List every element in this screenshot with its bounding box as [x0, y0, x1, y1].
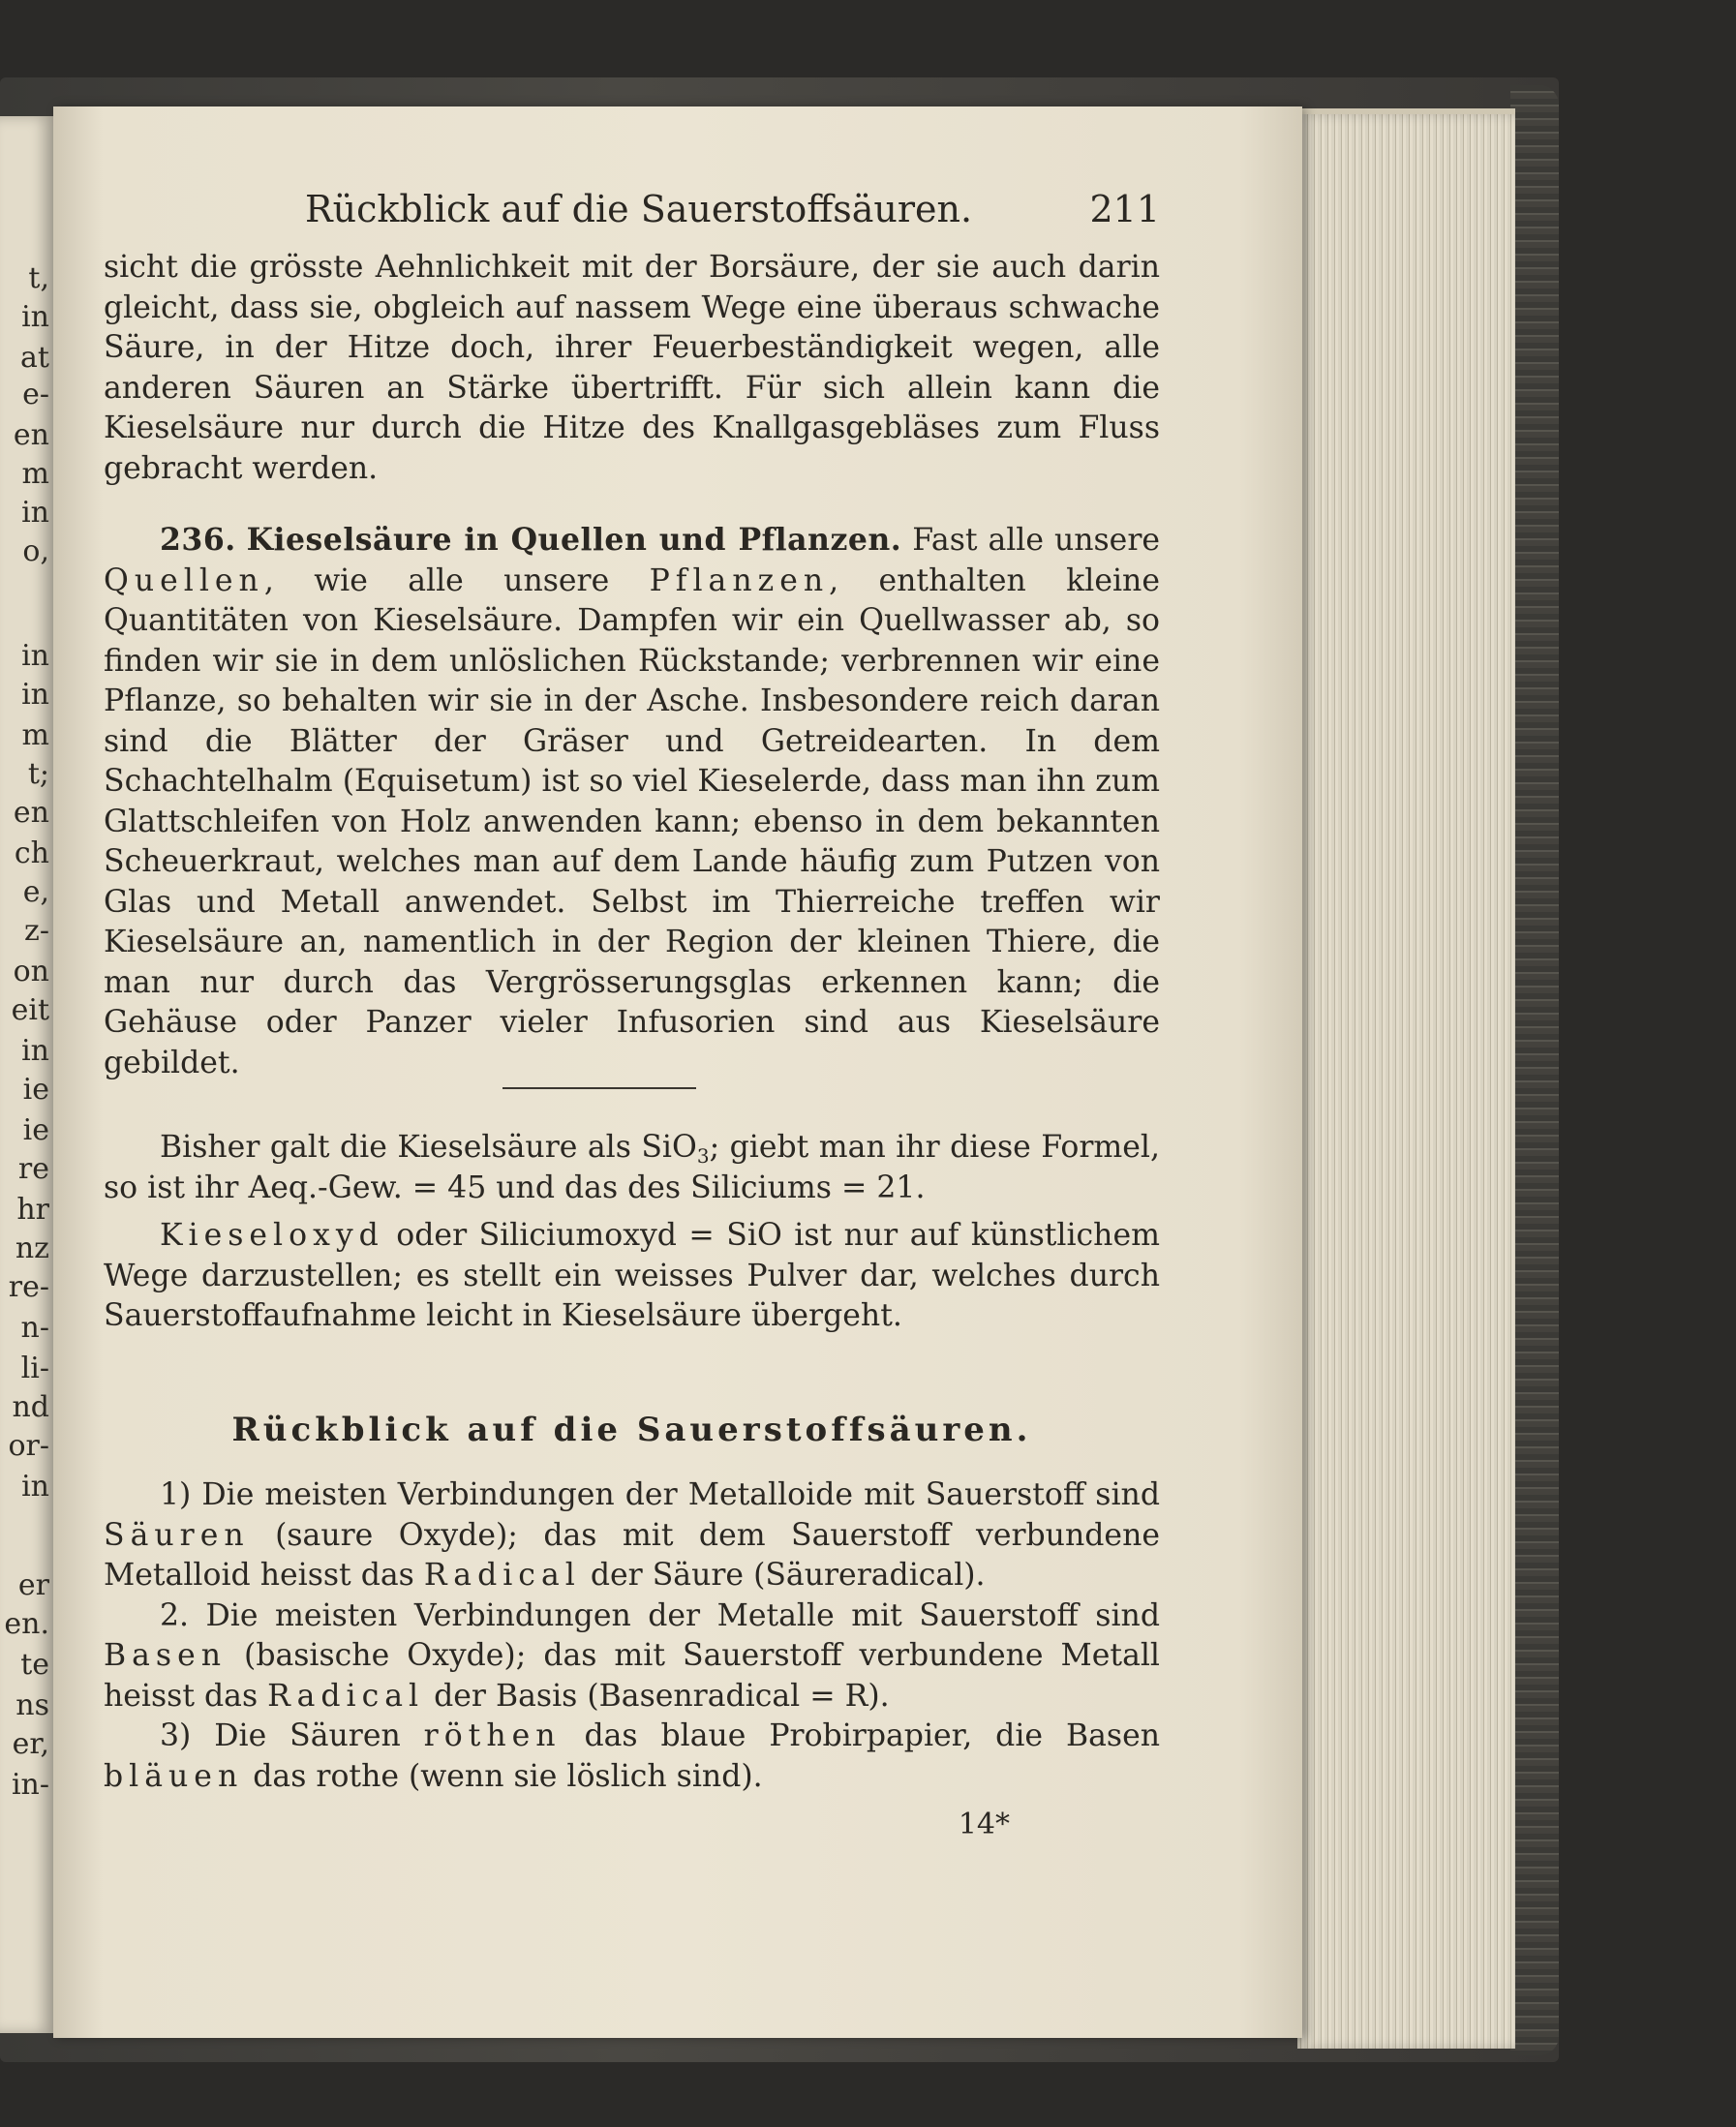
previous-page-margin	[0, 116, 53, 2033]
section-title: Kieselsäure in Quellen und Pflanzen.	[246, 522, 902, 558]
previous-page-fragment: in	[21, 1034, 49, 1068]
emphasis-text: Quellen	[104, 562, 264, 598]
section-text: Fast alle unsere	[912, 523, 1161, 558]
previous-page-fragment: ns	[15, 1688, 49, 1722]
book-page	[53, 106, 1302, 2038]
emphasis-text: Säuren	[104, 1517, 250, 1553]
paragraph-formula	[104, 1128, 1160, 1208]
summary-text: der Basis (Basenradical = R).	[434, 1678, 890, 1714]
summary-item-2	[104, 1596, 1160, 1717]
subscript: 3	[696, 1144, 710, 1168]
book-spine-edge	[1510, 85, 1559, 2055]
summary-item-1	[104, 1475, 1160, 1596]
emphasis-text: röthen	[423, 1718, 562, 1753]
previous-page-fragment: re	[17, 1152, 49, 1186]
summary-text: 2. Die meisten Verbindungen der Metalle mit Sauerstoff sind	[160, 1597, 1160, 1633]
running-header	[305, 188, 1160, 230]
previous-page-fragment: or-	[8, 1429, 49, 1463]
paragraph-continuation: sicht die grösste Aehnlichkeit mit der Borsäure, der sie auch darin gleicht, dass sie, obgleich auf nassem Wege eine überaus schwache Säure, in der Hitze doch, ihrer Feuerbeständigkeit wegen, alle anderen Säuren an Stärke übertrifft. Für sich allein kann die Kieselsäure nur durch die Hitze des Knallgasgebläses zum Fluss gebracht werden.	[104, 250, 1160, 486]
previous-page-fragment: n-	[20, 1311, 49, 1345]
previous-page-fragment: nd	[12, 1390, 49, 1424]
section-236	[104, 520, 1160, 1083]
running-title: Rückblick auf die Sauerstoffsäuren.	[305, 188, 973, 230]
previous-page-fragment: hr	[16, 1193, 49, 1227]
previous-page-fragment: on	[13, 955, 49, 988]
page-number: 211	[1089, 188, 1160, 230]
previous-page-fragment: te	[20, 1648, 49, 1682]
previous-page-fragment: nz	[15, 1231, 49, 1265]
section-text: , enthalten kleine Quantitäten von Kieselsäure. Dampfen wir ein Quellwasser ab, so finden wir sie in dem unlöslichen Rückstande; verbrennen wir eine Pflanze, so behalten wir sie in der Asche. Insbesondere reich daran sind die Blätter der Gräser und Getreidearten. In dem Schachtelhalm (Equisetum) ist so viel Kieselerde, dass man ihn zum Glattschleifen von Holz anwenden kann; ebenso in dem bekannten Scheuerkraut, welches man auf dem Lande häufig zum Putzen von Glas und Metall anwendet. Selbst im Thierreiche treffen wir Kieselsäure an, namentlich in der Region der kleinen Thiere, die man nur durch das Vergrösserungsglas erkennen kann; die Gehäuse oder Panzer vieler Infusorien sind aus Kieselsäure gebildet.	[104, 562, 1160, 1080]
page-stack-edge	[1297, 114, 1515, 2049]
summary-text: das rothe (wenn sie löslich sind).	[253, 1758, 763, 1794]
previous-page-fragment: eit	[11, 993, 49, 1027]
previous-page-fragment: ch	[14, 836, 49, 870]
previous-page-fragment: en	[13, 418, 49, 452]
summary-text: der Säure (Säureradical).	[590, 1558, 986, 1593]
previous-page-fragment: t;	[27, 757, 49, 791]
emphasis-text: Pflanzen	[649, 562, 830, 598]
previous-page-fragment: in	[21, 1470, 49, 1504]
summary-text: 1) Die meisten Verbindungen der Metalloide mit Sauerstoff sind	[160, 1477, 1160, 1512]
previous-page-fragment: en.	[4, 1607, 49, 1641]
section-divider	[503, 1087, 696, 1089]
previous-page-fragment: en	[13, 796, 49, 830]
section-heading: Rückblick auf die Sauerstoffsäuren.	[231, 1410, 1032, 1449]
previous-page-fragment: in	[21, 639, 49, 673]
signature-mark: 14*	[958, 1808, 1010, 1841]
previous-page-fragment: o,	[22, 534, 49, 568]
emphasis-text: Radical	[267, 1678, 425, 1714]
previous-page-fragment: at	[20, 341, 49, 375]
previous-page-fragment: li-	[20, 1352, 49, 1385]
previous-page-fragment: ie	[22, 1113, 49, 1147]
previous-page-fragment: e-	[22, 378, 49, 411]
previous-page-fragment: er,	[12, 1727, 49, 1761]
emphasis-text: Radical	[423, 1558, 581, 1593]
paragraph-text: oder Siliciumoxyd = SiO ist nur auf künstlichem Wege darzustellen; es stellt ein weisses Pulver dar, welches durch Sauerstoffaufnahme leicht in Kieselsäure übergeht.	[104, 1218, 1160, 1333]
emphasis-text: Basen	[104, 1638, 228, 1673]
previous-page-fragment: z-	[24, 914, 49, 948]
paragraph-kieseloxyd	[104, 1216, 1160, 1337]
previous-page-fragment: re-	[8, 1270, 49, 1304]
paragraph-text: Bisher galt die Kieselsäure als SiO	[160, 1130, 697, 1165]
page-text-block	[104, 188, 1160, 1845]
paragraph-text: ; giebt man ihr diese Formel, so ist ihr Aeq.-Gew. = 45 und das des Siliciums = 21.	[104, 1130, 1160, 1205]
summary-text: (saure Oxyde); das mit dem Sauerstoff verbundene Metalloid heisst das	[104, 1517, 1160, 1593]
previous-page-fragment: in-	[11, 1768, 49, 1802]
summary-item-3	[104, 1717, 1160, 1797]
emphasis-text: bläuen	[104, 1758, 244, 1794]
summary-text: (basische Oxyde); das mit Sauerstoff verbundene Metall heisst das	[104, 1638, 1160, 1714]
previous-page-fragment: e,	[22, 875, 49, 909]
previous-page-fragment: in	[21, 678, 49, 712]
section-number: 236.	[160, 522, 236, 558]
section-text: , wie alle unsere	[263, 562, 610, 598]
previous-page-fragment: in	[21, 496, 49, 530]
previous-page-fragment: t,	[28, 261, 49, 295]
previous-page-fragment: in	[21, 300, 49, 334]
previous-page-fragment: ie	[22, 1073, 49, 1107]
emphasis-text: Kieseloxyd	[160, 1218, 384, 1253]
summary-text: das blaue Probirpapier, die Basen	[584, 1718, 1160, 1753]
summary-text: 3) Die Säuren	[160, 1718, 401, 1753]
previous-page-fragment: m	[21, 457, 49, 491]
previous-page-fragment: m	[21, 718, 49, 752]
previous-page-fragment: er	[17, 1568, 49, 1602]
